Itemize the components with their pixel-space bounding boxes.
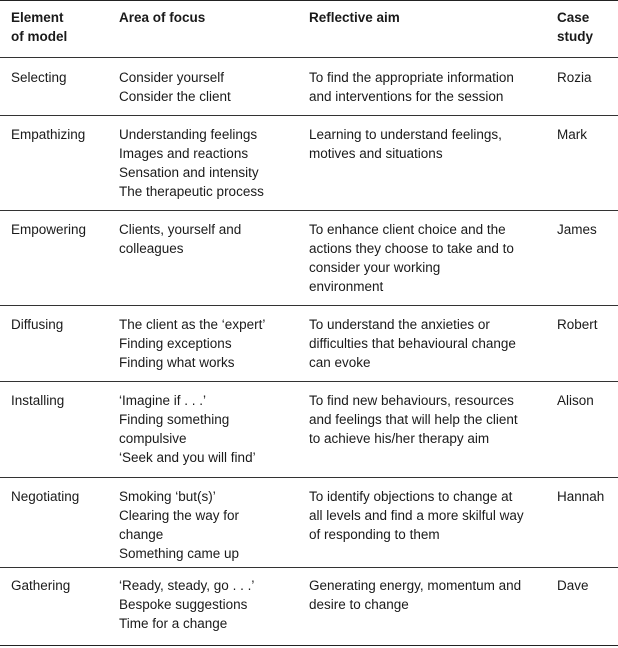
header-focus: Area of focus — [119, 10, 206, 25]
row-focus-line: Finding what works — [119, 355, 235, 370]
row-element: Diffusing — [11, 317, 64, 332]
row-aim — [309, 220, 547, 296]
row-focus-line: ‘Seek and you will find’ — [119, 450, 256, 465]
row-aim-line: and feelings that will help the client — [309, 412, 518, 427]
row-aim-line: desire to change — [309, 597, 409, 612]
row-focus-line: The client as the ‘expert’ — [119, 317, 266, 332]
row-aim — [309, 391, 547, 448]
table-header — [0, 0, 618, 58]
row-case: James — [557, 222, 597, 237]
header-case-line: study — [557, 29, 594, 44]
row-element: Gathering — [11, 578, 71, 593]
row-focus-line: Clients, yourself and — [119, 222, 242, 237]
row-aim-line: actions they choose to take and to — [309, 241, 514, 256]
row-aim-line: To find new behaviours, resources — [309, 393, 514, 408]
row-aim-line: and interventions for the session — [309, 89, 504, 104]
header-element-line: of model — [11, 29, 68, 44]
row-case: Mark — [557, 127, 587, 142]
row-element: Negotiating — [11, 489, 80, 504]
row-focus-line: Smoking ‘but(s)’ — [119, 489, 216, 504]
row-focus-line: Something came up — [119, 546, 240, 561]
row-aim-line: difficulties that behavioural change — [309, 336, 516, 351]
row-focus-line: colleagues — [119, 241, 184, 256]
row-element: Empathizing — [11, 127, 86, 142]
row-focus-line: Time for a change — [119, 616, 228, 631]
row-divider — [0, 381, 618, 382]
row-focus — [119, 68, 304, 106]
row-focus-line: Consider yourself — [119, 70, 225, 85]
row-case: Dave — [557, 578, 589, 593]
header-case — [557, 8, 617, 46]
row-aim-line: all levels and find a more skilful way — [309, 508, 524, 523]
row-divider — [0, 210, 618, 211]
row-aim-line: To find the appropriate information — [309, 70, 514, 85]
header-case-line: Case — [557, 10, 590, 25]
row-aim-line: environment — [309, 279, 384, 294]
row-focus-line: compulsive — [119, 431, 187, 446]
row-focus — [119, 487, 304, 563]
row-focus — [119, 391, 304, 467]
row-case: Rozia — [557, 70, 592, 85]
row-divider — [0, 567, 618, 568]
row-aim — [309, 315, 547, 372]
row-aim-line: Generating energy, momentum and — [309, 578, 522, 593]
row-aim-line: consider your working — [309, 260, 441, 275]
row-focus-line: change — [119, 527, 164, 542]
header-element — [11, 8, 111, 46]
row-focus-line: Sensation and intensity — [119, 165, 259, 180]
row-case: Alison — [557, 393, 594, 408]
row-focus-line: ‘Imagine if . . .’ — [119, 393, 207, 408]
table-bottom-rule — [0, 645, 618, 646]
row-aim — [309, 68, 547, 106]
row-focus-line: Finding something — [119, 412, 230, 427]
row-aim-line: of responding to them — [309, 527, 440, 542]
row-divider — [0, 477, 618, 478]
row-focus-line: Clearing the way for — [119, 508, 240, 523]
row-aim-line: can evoke — [309, 355, 371, 370]
row-aim-line: To identify objections to change at — [309, 489, 513, 504]
row-focus-line: Finding exceptions — [119, 336, 232, 351]
row-element: Empowering — [11, 222, 87, 237]
row-aim-line: motives and situations — [309, 146, 443, 161]
header-rule — [0, 57, 618, 58]
row-aim-line: To understand the anxieties or — [309, 317, 490, 332]
row-focus-line: ‘Ready, steady, go . . .’ — [119, 578, 255, 593]
row-aim-line: Learning to understand feelings, — [309, 127, 502, 142]
row-focus — [119, 220, 304, 258]
row-aim — [309, 487, 547, 544]
row-divider — [0, 305, 618, 306]
row-focus-line: The therapeutic process — [119, 184, 264, 199]
row-focus — [119, 315, 304, 372]
row-aim — [309, 576, 547, 614]
row-case: Hannah — [557, 489, 605, 504]
row-focus-line: Understanding feelings — [119, 127, 258, 142]
row-aim-line: to achieve his/her therapy aim — [309, 431, 490, 446]
row-divider — [0, 115, 618, 116]
row-element: Installing — [11, 393, 65, 408]
row-case: Robert — [557, 317, 598, 332]
row-aim-line: To enhance client choice and the — [309, 222, 506, 237]
header-aim: Reflective aim — [309, 10, 400, 25]
row-focus-line: Consider the client — [119, 89, 231, 104]
row-focus — [119, 576, 304, 633]
row-element: Selecting — [11, 70, 67, 85]
header-element-line: Element — [11, 10, 64, 25]
row-focus — [119, 125, 304, 201]
row-focus-line: Images and reactions — [119, 146, 249, 161]
row-aim — [309, 125, 547, 163]
row-focus-line: Bespoke suggestions — [119, 597, 248, 612]
